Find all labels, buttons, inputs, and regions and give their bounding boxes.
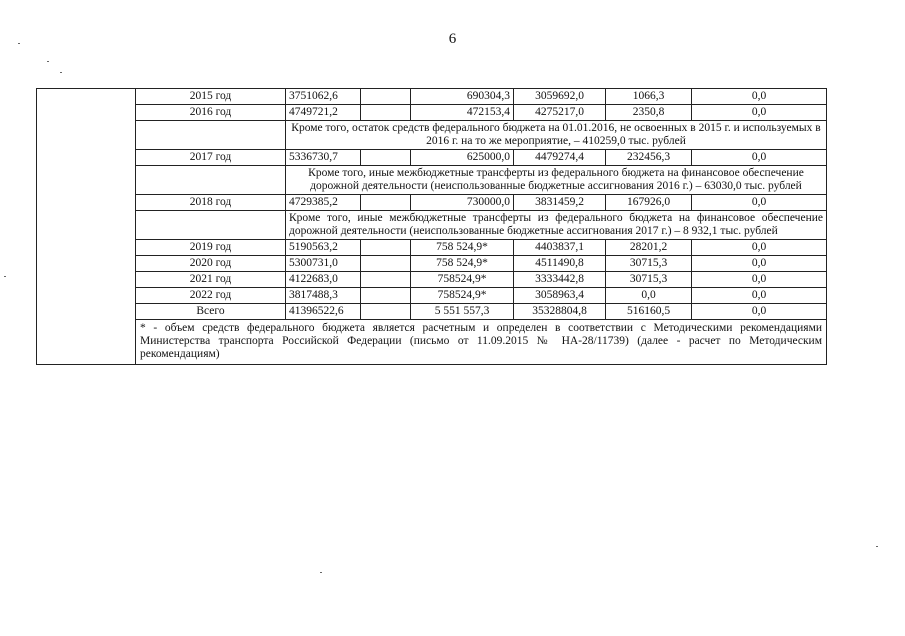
local-cell: 2350,8 [606,105,692,121]
local-cell: 30715,3 [606,272,692,288]
left-blank-cell [37,89,136,365]
note-2016: Кроме того, остаток средств федерального бюджета на 01.01.2016, не освоенных в 2015 г. и используемых в 2016 г. на то же мероприятие, – 410259,0 тыс. рублей [286,121,827,150]
federal-cell: 625000,0 [411,150,514,166]
extrabudgetary-cell: 0,0 [692,272,827,288]
local-cell: 1066,3 [606,89,692,105]
extrabudgetary-cell: 0,0 [692,150,827,166]
year-cell: 2021 год [136,272,286,288]
table-row [37,256,827,272]
table-row [37,89,827,105]
year-cell: 2017 год [136,150,286,166]
regional-cell: 4511490,8 [514,256,606,272]
regional-cell: 3831459,2 [514,195,606,211]
page-number: 6 [448,31,457,47]
federal-cell: 472153,4 [411,105,514,121]
regional-cell: 3058963,4 [514,288,606,304]
extrabudgetary-cell: 0,0 [692,89,827,105]
regional-cell: 3059692,0 [514,89,606,105]
extrabudgetary-cell: 0,0 [692,256,827,272]
year-cell: Всего [136,304,286,320]
local-cell: 516160,5 [606,304,692,320]
total-cell: 3751062,6 [286,89,361,105]
year-cell: 2019 год [136,240,286,256]
regional-cell: 4479274,4 [514,150,606,166]
federal-cell: 730000,0 [411,195,514,211]
table-row [37,240,827,256]
empty-cell [361,272,411,288]
empty-cell [361,256,411,272]
year-cell: 2016 год [136,105,286,121]
budget-table [36,88,827,365]
federal-cell: 690304,3 [411,89,514,105]
federal-cell: 758 524,9* [411,240,514,256]
total-cell: 5336730,7 [286,150,361,166]
federal-cell: 758 524,9* [411,256,514,272]
empty-cell [361,105,411,121]
note-2018: Кроме того, иные межбюджетные трансферты из федерального бюджета на финансовое обеспечение дорожной деятельности (неиспользованные бюджетные ассигнования 2017 г.) – 8 932,1 тыс. рублей [286,211,827,240]
scan-speck [60,72,62,73]
local-cell: 30715,3 [606,256,692,272]
federal-cell: 758524,9* [411,272,514,288]
total-cell: 3817488,3 [286,288,361,304]
footnote-row [37,320,827,365]
total-cell: 5300731,0 [286,256,361,272]
empty-year-cell [136,166,286,195]
total-cell: 4122683,0 [286,272,361,288]
empty-cell [361,288,411,304]
total-cell: 4729385,2 [286,195,361,211]
scan-speck [876,546,878,547]
scan-speck [4,276,6,277]
regional-cell: 3333442,8 [514,272,606,288]
scan-speck [320,572,322,573]
extrabudgetary-cell: 0,0 [692,304,827,320]
regional-cell: 4403837,1 [514,240,606,256]
note-row [37,166,827,195]
empty-cell [361,150,411,166]
federal-cell: 758524,9* [411,288,514,304]
year-cell: 2022 год [136,288,286,304]
total-cell: 41396522,6 [286,304,361,320]
extrabudgetary-cell: 0,0 [692,105,827,121]
extrabudgetary-cell: 0,0 [692,240,827,256]
table-body [37,89,827,365]
regional-cell: 35328804,8 [514,304,606,320]
table-row [37,150,827,166]
note-2017: Кроме того, иные межбюджетные трансферты из федерального бюджета на финансовое обеспечение дорожной деятельности (неиспользованные бюджетные ассигнования 2016 г.) – 63030,0 тыс. рублей [286,166,827,195]
scan-speck [47,61,49,62]
empty-year-cell [136,121,286,150]
scan-speck [18,43,20,44]
year-cell: 2018 год [136,195,286,211]
regional-cell: 4275217,0 [514,105,606,121]
local-cell: 232456,3 [606,150,692,166]
federal-cell: 5 551 557,3 [411,304,514,320]
table-row [37,288,827,304]
total-cell: 5190563,2 [286,240,361,256]
year-cell: 2020 год [136,256,286,272]
empty-cell [361,240,411,256]
empty-cell [361,195,411,211]
note-row [37,211,827,240]
extrabudgetary-cell: 0,0 [692,195,827,211]
local-cell: 28201,2 [606,240,692,256]
table-row [37,195,827,211]
local-cell: 0,0 [606,288,692,304]
empty-year-cell [136,211,286,240]
footnote: * - объем средств федерального бюджета является расчетным и определен в соответствии с Методическими рекомендациями Министерства транспорта Российской Федерации (письмо от 11.09.2015 № НА-28/11739) (далее - расчет по Методическим рекомендациям) [136,320,827,365]
empty-cell [361,89,411,105]
year-cell: 2015 год [136,89,286,105]
total-row [37,304,827,320]
total-cell: 4749721,2 [286,105,361,121]
note-row [37,121,827,150]
local-cell: 167926,0 [606,195,692,211]
table-row [37,105,827,121]
extrabudgetary-cell: 0,0 [692,288,827,304]
empty-cell [361,304,411,320]
table-row [37,272,827,288]
